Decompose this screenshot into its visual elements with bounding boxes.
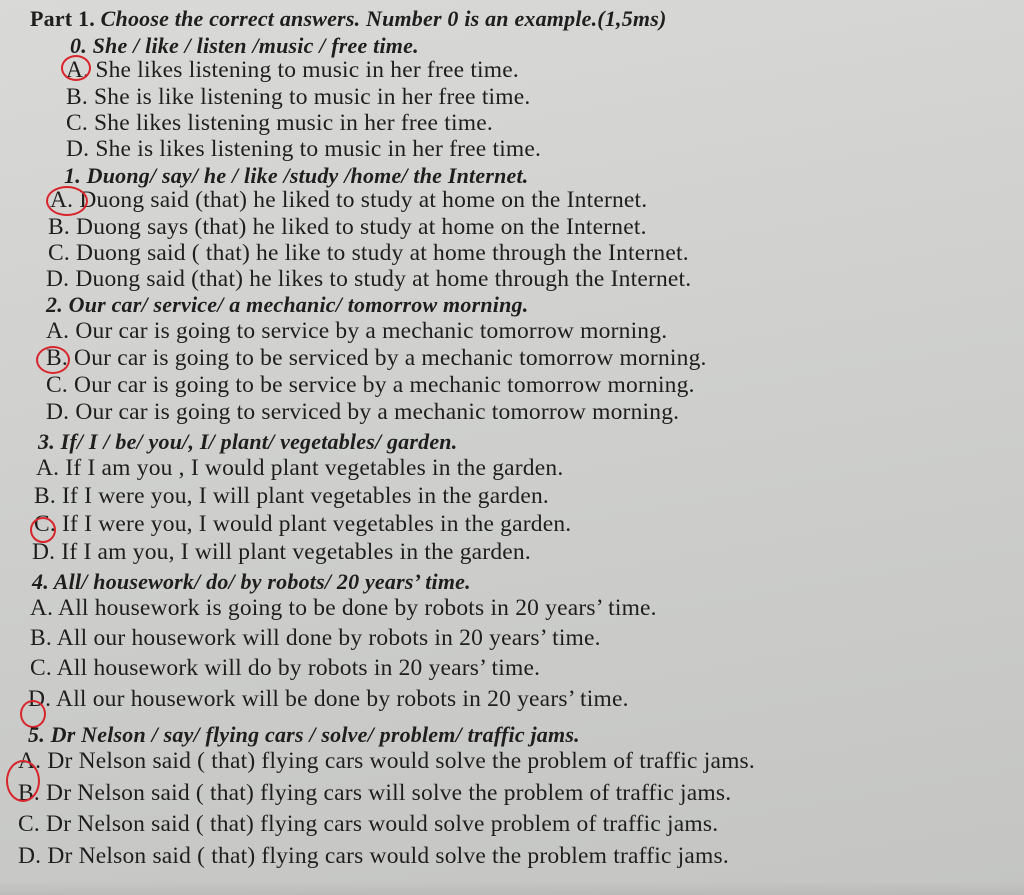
question-1-option-b[interactable] [48, 216, 647, 240]
option-text: Dr Nelson said ( that) flying cars will solve the problem of traffic jams. [46, 780, 732, 806]
option-letter: C. [46, 372, 68, 398]
question-3-option-c[interactable] [34, 513, 571, 537]
question-2-prompt: 2. Our car/ service/ a mechanic/ tomorrow morning. [46, 292, 529, 317]
option-text: Duong says (that) he liked to study at home on the Internet. [76, 214, 647, 240]
question-1-option-d[interactable] [46, 268, 691, 292]
option-text: If I were you, I would plant vegetables in the garden. [62, 511, 572, 537]
option-letter: C. [48, 240, 70, 266]
question-0-option-a[interactable] [66, 59, 519, 83]
question-4-option-b[interactable] [30, 627, 601, 651]
question-2-option-c[interactable] [46, 374, 695, 398]
answer-circle-q2 [36, 346, 70, 374]
option-text: She is likes listening to music in her free time. [95, 136, 542, 162]
option-letter: D. [46, 399, 70, 425]
question-4-prompt: 4. All/ housework/ do/ by robots/ 20 years’ time. [32, 569, 471, 594]
option-letter: C. [30, 655, 52, 681]
option-text: If I am you, I will plant vegetables in the garden. [61, 539, 531, 565]
option-text: Our car is going to be service by a mechanic tomorrow morning. [74, 372, 695, 398]
option-letter: C. [18, 811, 40, 837]
option-text: Our car is going to be serviced by a mechanic tomorrow morning. [74, 345, 707, 371]
option-letter: C. [66, 110, 88, 136]
option-letter: B. [18, 780, 40, 806]
question-4-option-d[interactable] [28, 688, 629, 712]
option-letter: A. [30, 595, 54, 621]
option-letter: B. [46, 345, 68, 371]
option-text: Our car is going to serviced by a mechanic tomorrow morning. [75, 399, 680, 425]
answer-circle-q0 [61, 55, 91, 81]
option-text: Dr Nelson said ( that) flying cars would solve the problem of traffic jams. [47, 748, 755, 774]
question-1-prompt: 1. Duong/ say/ he / like /study /home/ the Internet. [64, 163, 529, 188]
question-2-option-a[interactable] [46, 320, 667, 344]
question-5-prompt: 5. Dr Nelson / say/ flying cars / solve/ problem/ traffic jams. [28, 722, 580, 747]
question-5-option-c[interactable] [18, 813, 718, 837]
option-text: Our car is going to service by a mechanic tomorrow morning. [75, 318, 668, 344]
option-letter: C. [34, 511, 56, 537]
question-4-option-c[interactable] [30, 657, 540, 681]
question-4-option-a[interactable] [30, 597, 657, 621]
option-text: If I were you, I will plant vegetables in the garden. [62, 483, 549, 509]
question-2-option-b[interactable] [46, 347, 707, 371]
option-letter: A. [66, 57, 90, 83]
answer-circle-q1 [46, 186, 88, 216]
option-text: She likes listening music in her free time. [94, 110, 493, 136]
option-letter: B. [30, 625, 52, 651]
answer-circle-q5 [6, 760, 40, 802]
option-letter: D. [28, 686, 52, 712]
part-title [30, 8, 667, 30]
option-text: She is like listening to music in her free time. [94, 84, 531, 110]
question-3-option-a[interactable] [36, 457, 563, 481]
option-letter: B. [34, 483, 56, 509]
question-0-option-c[interactable] [66, 112, 493, 136]
option-text: Duong said (that) he liked to study at home on the Internet. [79, 187, 648, 213]
option-text: Duong said (that) he likes to study at home through the Internet. [75, 266, 692, 292]
option-letter: A. [36, 455, 60, 481]
option-letter: A. [18, 748, 42, 774]
option-text: All housework is going to be done by robots in 20 years’ time. [58, 595, 657, 621]
answer-circle-q3 [30, 517, 56, 543]
question-5-option-b[interactable] [18, 782, 731, 806]
question-5-option-d[interactable] [18, 845, 729, 869]
part-label: Part 1. [30, 6, 95, 31]
question-0-option-b[interactable] [66, 86, 530, 110]
question-5-option-a[interactable] [18, 750, 755, 774]
part-instruction: Choose the correct answers. Number 0 is an example.(1,5ms) [100, 6, 667, 31]
question-0-prompt: 0. She / like / listen /music / free time. [70, 33, 419, 58]
question-0-option-d[interactable] [66, 138, 541, 162]
option-text: She likes listening to music in her free time. [95, 57, 519, 83]
option-letter: B. [48, 214, 70, 240]
option-text: Dr Nelson said ( that) flying cars would solve problem of traffic jams. [46, 811, 719, 837]
option-text: Duong said ( that) he like to study at home through the Internet. [76, 240, 689, 266]
option-text: All our housework will done by robots in 20 years’ time. [56, 625, 601, 651]
option-letter: B. [66, 84, 88, 110]
option-letter: D. [66, 136, 90, 162]
page-bottom-shadow [0, 881, 1024, 895]
option-text: If I am you , I would plant vegetables in the garden. [65, 455, 564, 481]
option-letter: D. [18, 843, 42, 869]
option-letter: A. [50, 187, 74, 213]
question-2-option-d[interactable] [46, 401, 679, 425]
question-1-option-a[interactable] [50, 189, 647, 213]
option-letter: D. [32, 539, 56, 565]
question-1-option-c[interactable] [48, 242, 689, 266]
question-3-prompt: 3. If/ I / be/ you/, I/ plant/ vegetables/ garden. [38, 429, 458, 454]
option-text: All housework will do by robots in 20 years’ time. [56, 655, 541, 681]
option-text: All our housework will be done by robots in 20 years’ time. [56, 686, 629, 712]
option-letter: D. [46, 266, 70, 292]
question-3-option-d[interactable] [32, 541, 531, 565]
option-letter: A. [46, 318, 70, 344]
question-3-option-b[interactable] [34, 485, 549, 509]
option-text: Dr Nelson said ( that) flying cars would solve the problem traffic jams. [47, 843, 729, 869]
